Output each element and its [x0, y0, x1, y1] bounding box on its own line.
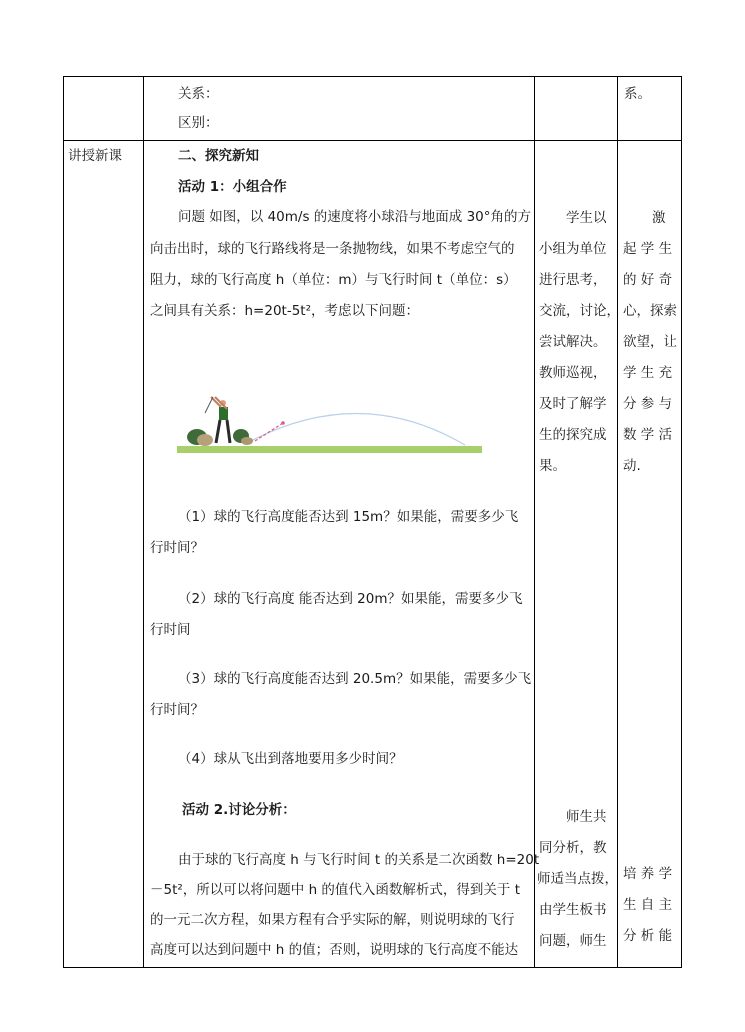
difference-label: 区别： — [178, 115, 219, 131]
student-activity-1-line: 果。 — [539, 458, 566, 474]
student-activity-1-line: 小组为单位 — [539, 241, 607, 257]
intent-1-line: 动. — [623, 458, 641, 474]
question-1-line-1: （1）球的飞行高度能否达到 15m？如果能，需要多少飞 — [178, 509, 519, 525]
student-activity-2-line: 由学生板书 — [539, 902, 607, 918]
intent-1-line: 心，探索 — [623, 303, 677, 319]
activity2-title: 活动 2.讨论分析： — [182, 802, 296, 818]
problem-line-4: 之间具有关系：h=20t-5t²，考虑以下问题： — [150, 303, 420, 319]
trajectory-arc — [247, 413, 465, 445]
ball-dot — [281, 421, 285, 425]
question-2-line-1: （2）球的飞行高度 能否达到 20m？如果能，需要多少飞 — [178, 591, 523, 607]
question-2-line-2: 行时间 — [150, 622, 191, 638]
section-title: 二、探究新知 — [178, 148, 259, 164]
relation-label: 关系： — [178, 86, 219, 102]
table-right-border — [681, 76, 682, 968]
student-activity-1-line: 进行思考， — [539, 272, 607, 288]
intent-1-line: 分 参 与 — [623, 396, 673, 412]
shrub-right-icon — [233, 429, 253, 445]
analysis-line-3: 的一元二次方程，如果方程有合乎实际的解，则说明球的飞行 — [150, 912, 515, 928]
shrub-left-icon — [187, 429, 213, 446]
intent-1-line: 欲望，让 — [623, 334, 677, 350]
question-1-line-2: 行时间？ — [150, 540, 204, 556]
problem-line-1: 问题 如图，以 40m/s 的速度将小球沿与地面成 30°角的方 — [178, 209, 532, 225]
student-activity-2-line: 问题，师生 — [539, 933, 607, 949]
table-left-border — [63, 76, 64, 968]
question-3-line-2: 行时间？ — [150, 702, 204, 718]
activity1-title: 活动 1：小组合作 — [178, 179, 287, 195]
analysis-line-1: 由于球的飞行高度 h 与飞行时间 t 的关系是二次函数 h=20t — [178, 852, 540, 868]
student-activity-1-line: 尝试解决。 — [539, 334, 607, 350]
student-activity-1-line: 学生以 — [566, 210, 607, 226]
column-divider-2 — [534, 76, 535, 968]
question-4: （4）球从飞出到落地要用多少时间？ — [178, 751, 403, 767]
launch-arrow — [255, 423, 283, 441]
student-activity-2-line: 师生共 — [566, 809, 607, 825]
stage-label: 讲授新课 — [68, 148, 122, 164]
golfer-trajectory-figure — [175, 385, 485, 460]
column-divider-1 — [143, 76, 144, 968]
problem-line-2: 向击出时，球的飞行路线将是一条抛物线，如果不考虑空气的 — [150, 241, 515, 257]
intent-2-line: 生 自 主 — [623, 897, 673, 913]
question-3-line-1: （3）球的飞行高度能否达到 20.5m？如果能，需要多少飞 — [178, 671, 532, 687]
intent-2-line: 分 析 能 — [623, 928, 673, 944]
student-activity-1-line: 生的探究成 — [539, 427, 607, 443]
student-activity-2-line: 师适当点拨， — [537, 871, 618, 887]
table-top-border — [63, 76, 682, 77]
grass-ground — [177, 446, 482, 453]
side-note: 系。 — [624, 86, 651, 102]
intent-1-line: 学 生 充 — [623, 365, 673, 381]
analysis-line-2: －5t²，所以可以将问题中 h 的值代入函数解析式，得到关于 t — [150, 882, 521, 898]
student-activity-1-line: 教师巡视， — [539, 365, 607, 381]
problem-line-3: 阻力，球的飞行高度 h（单位：m）与飞行时间 t（单位：s） — [150, 272, 517, 288]
intent-1-line: 起 学 生 — [623, 241, 673, 257]
intent-1-line: 的 好 奇 — [623, 272, 673, 288]
table-bottom-border — [63, 967, 682, 968]
row-divider — [63, 140, 682, 141]
intent-1-line: 激 — [652, 210, 666, 226]
intent-2-line: 培 养 学 — [623, 866, 673, 882]
student-activity-1-line: 交流，讨论， — [539, 303, 620, 319]
student-activity-2-line: 同分析，教 — [539, 840, 607, 856]
column-divider-3 — [617, 76, 618, 968]
intent-1-line: 数 学 活 — [623, 427, 673, 443]
student-activity-1-line: 及时了解学 — [539, 396, 607, 412]
analysis-line-4: 高度可以达到问题中 h 的值；否则，说明球的飞行高度不能达 — [150, 942, 519, 958]
